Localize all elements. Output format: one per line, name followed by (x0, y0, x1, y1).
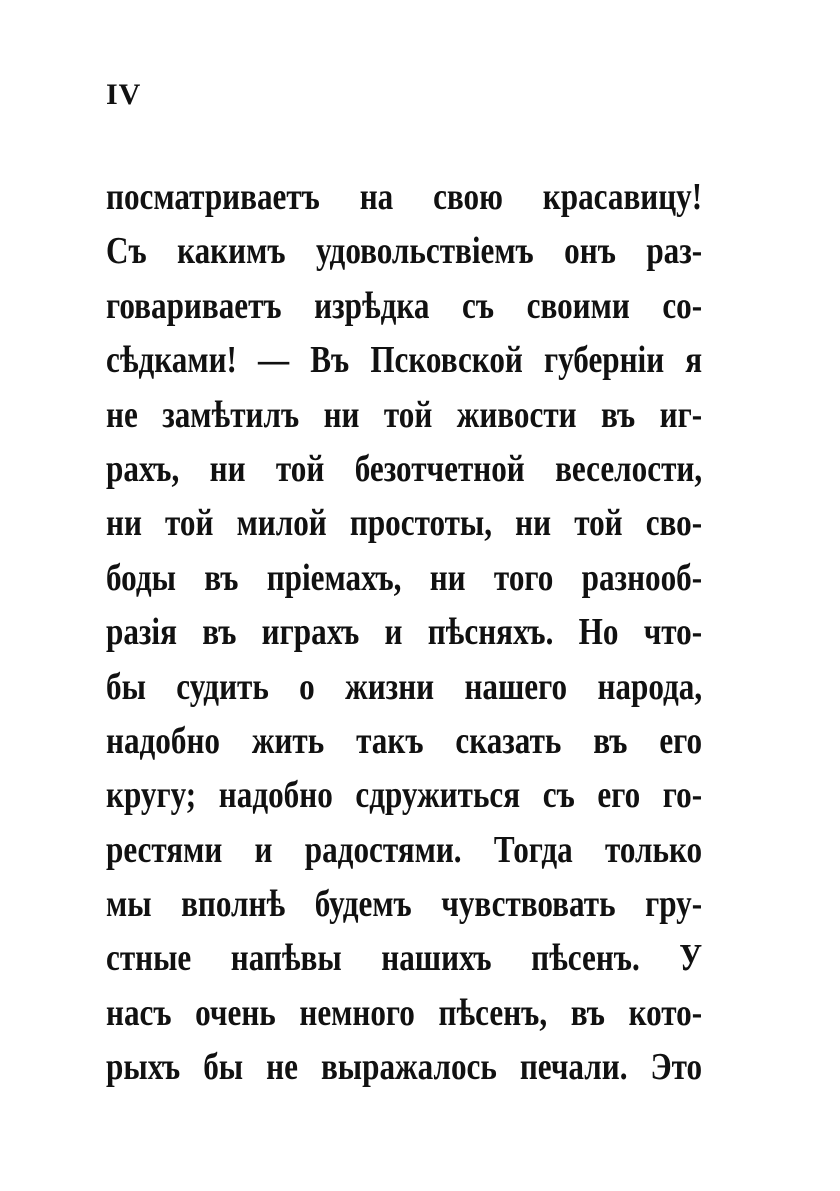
text-line: не замѣтилъ ни той живости въ иг- (106, 393, 703, 436)
text-line: мы вполнѣ будемъ чувствовать гру- (106, 883, 703, 926)
body-text (106, 170, 702, 1095)
text-line: рыхъ бы не выражалось печали. Это (106, 1046, 703, 1089)
text-line: ни той милой простоты, ни той сво- (106, 502, 703, 545)
text-line: Съ какимъ удовольствіемъ онъ раз- (106, 230, 703, 273)
text-line: кругу; надобно сдружиться съ его го- (106, 774, 703, 817)
text-line: разія въ играхъ и пѣсняхъ. Но что- (106, 611, 703, 654)
text-line: рестями и радостями. Тогда только (106, 828, 703, 871)
text-line: надобно жить такъ сказать въ его (106, 719, 703, 762)
text-line: посматриваетъ на свою красавицу! (106, 176, 703, 218)
text-line: стные напѣвы нашихъ пѣсенъ. У (106, 937, 703, 980)
text-line: сѣдками! — Въ Псковской губерніи я (106, 339, 703, 382)
text-line: рахъ, ни той безотчетной веселости, (106, 447, 703, 490)
text-line: насъ очень немного пѣсенъ, въ кото- (106, 991, 703, 1034)
text-line: бы судить о жизни нашего народа, (106, 665, 703, 708)
text-line: боды въ пріемахъ, ни того разнооб- (106, 556, 703, 599)
text-line: говариваетъ изрѣдка съ своими со- (106, 284, 703, 327)
page-number: IV (106, 78, 142, 111)
